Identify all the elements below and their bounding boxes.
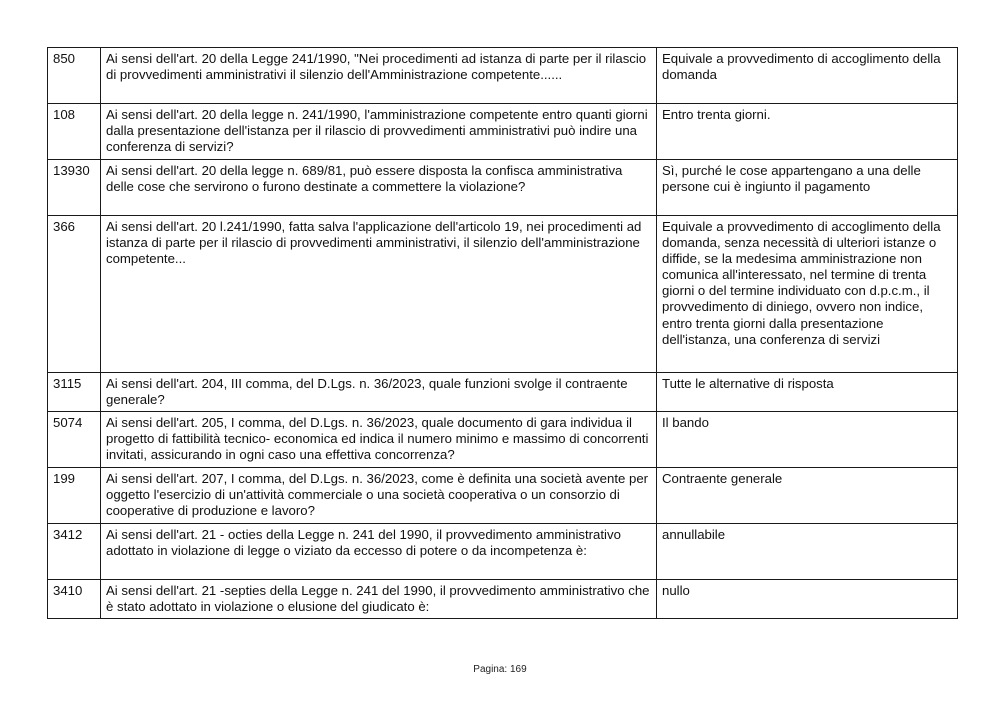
question-id: 3410 xyxy=(48,580,101,619)
answer-text: Entro trenta giorni. xyxy=(657,104,958,160)
question-text: Ai sensi dell'art. 20 della legge n. 241/1990, l'amministrazione competente entro quanti giorni dalla presentazione dell'istanza per il rilascio di provvedimenti amministrativi può indire una conferenza di servizi? xyxy=(101,104,657,160)
question-id: 3412 xyxy=(48,524,101,580)
table-row xyxy=(48,373,958,412)
table-row xyxy=(48,580,958,619)
table-row xyxy=(48,104,958,160)
answer-text: annullabile xyxy=(657,524,958,580)
answer-text: Equivale a provvedimento di accoglimento della domanda xyxy=(657,48,958,104)
table-row xyxy=(48,468,958,524)
table-row xyxy=(48,524,958,580)
page-number: Pagina: 169 xyxy=(473,664,527,675)
question-id: 108 xyxy=(48,104,101,160)
question-text: Ai sensi dell'art. 20 della legge n. 689/81, può essere disposta la confisca amministrativa delle cose che servirono o furono destinate a commettere la violazione? xyxy=(101,160,657,216)
answer-text: Tutte le alternative di risposta xyxy=(657,373,958,412)
question-text: Ai sensi dell'art. 21 - octies della Legge n. 241 del 1990, il provvedimento amministrativo adottato in violazione di legge o viziato da eccesso di potere o da incompetenza è: xyxy=(101,524,657,580)
answer-text: Sì, purché le cose appartengano a una delle persone cui è ingiunto il pagamento xyxy=(657,160,958,216)
question-text: Ai sensi dell'art. 207, I comma, del D.Lgs. n. 36/2023, come è definita una società avente per oggetto l'esercizio di un'attività commerciale o una società cooperativa o un consorzio di cooperative di produzione e lavoro? xyxy=(101,468,657,524)
question-text: Ai sensi dell'art. 21 -septies della Legge n. 241 del 1990, il provvedimento amministrativo che è stato adottato in violazione o elusione del giudicato è: xyxy=(101,580,657,619)
question-text: Ai sensi dell'art. 20 della Legge 241/1990, "Nei procedimenti ad istanza di parte per il rilascio di provvedimenti amministrativi il silenzio dell'Amministrazione competente...... xyxy=(101,48,657,104)
question-id: 3115 xyxy=(48,373,101,412)
answer-text: nullo xyxy=(657,580,958,619)
answer-text: Contraente generale xyxy=(657,468,958,524)
qa-table xyxy=(47,47,958,619)
question-text: Ai sensi dell'art. 204, III comma, del D.Lgs. n. 36/2023, quale funzioni svolge il contraente generale? xyxy=(101,373,657,412)
question-id: 199 xyxy=(48,468,101,524)
table-row xyxy=(48,160,958,216)
answer-text: Equivale a provvedimento di accoglimento della domanda, senza necessità di ulteriori istanze o diffide, se la medesima amministrazione non comunica all'interessato, nel termine di trenta giorni o del termine individuato con d.p.c.m., il provvedimento di diniego, ovvero non indice, entro trenta giorni dalla presentazione dell'istanza, una conferenza di servizi xyxy=(657,216,958,373)
question-id: 366 xyxy=(48,216,101,373)
table-row xyxy=(48,48,958,104)
table-row xyxy=(48,412,958,468)
table-row xyxy=(48,216,958,373)
question-text: Ai sensi dell'art. 20 l.241/1990, fatta salva l'applicazione dell'articolo 19, nei procedimenti ad istanza di parte per il rilascio di provvedimenti amministrativi, il silenzio dell'amministrazione competente... xyxy=(101,216,657,373)
question-id: 850 xyxy=(48,48,101,104)
question-id: 5074 xyxy=(48,412,101,468)
question-text: Ai sensi dell'art. 205, I comma, del D.Lgs. n. 36/2023, quale documento di gara individua il progetto di fattibilità tecnico- economica ed indica il numero minimo e massimo di concorrenti invitati, assicurando in ogni caso una effettiva concorrenza? xyxy=(101,412,657,468)
answer-text: Il bando xyxy=(657,412,958,468)
question-id: 13930 xyxy=(48,160,101,216)
